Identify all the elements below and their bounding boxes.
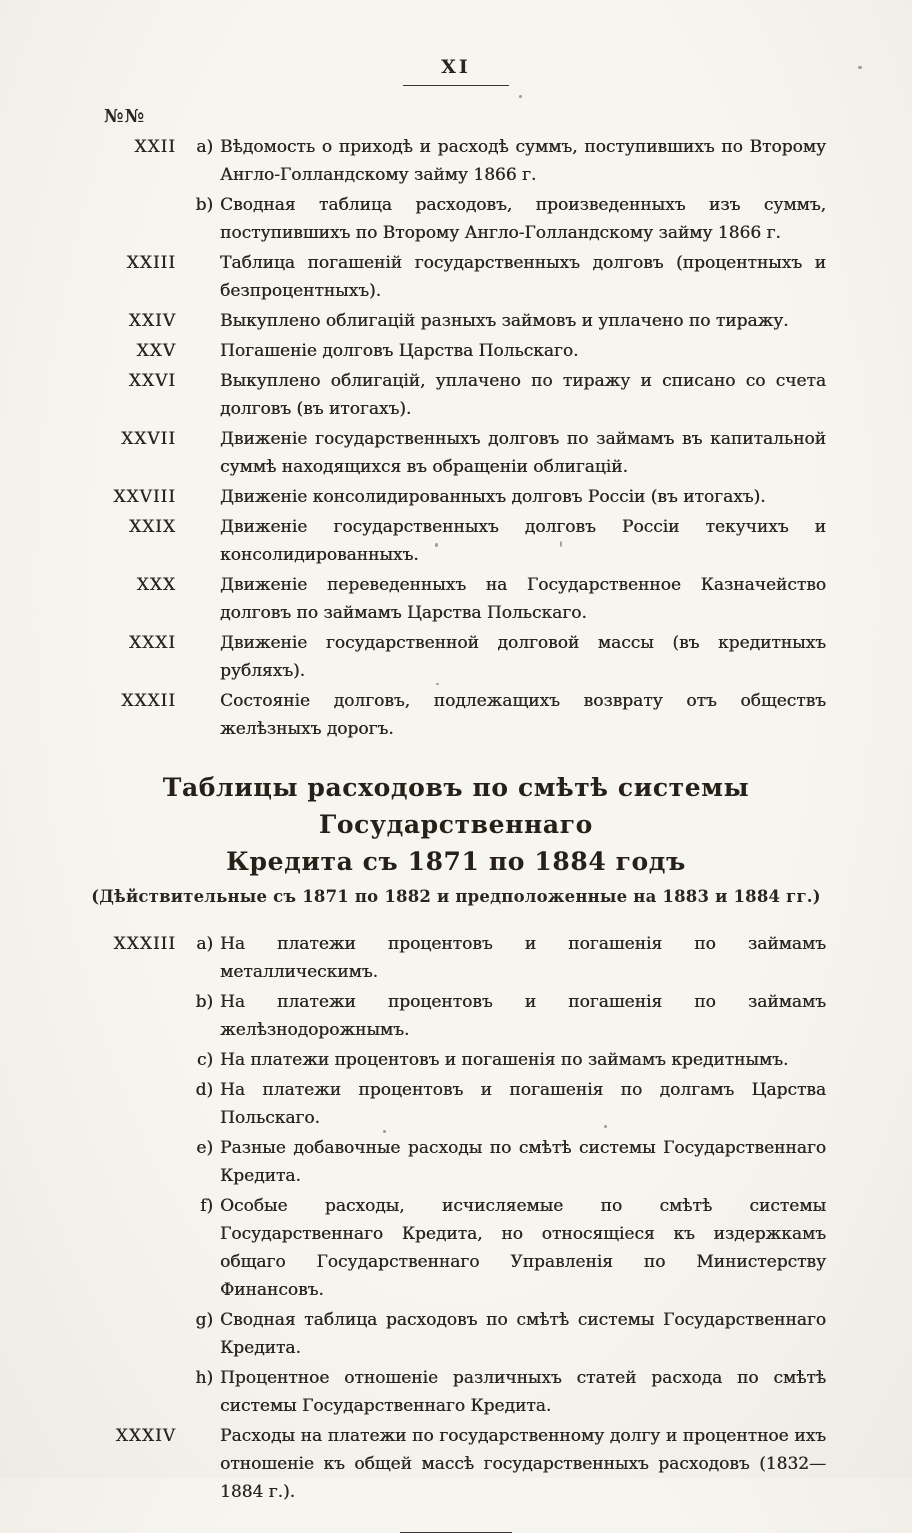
entry-letter xyxy=(183,337,213,365)
toc-entry xyxy=(96,307,826,335)
entry-text: Сводная таблица расходовъ по смѣтѣ системы Государственнаго Кредита. xyxy=(220,1310,826,1358)
entry-text: На платежи процентовъ и погашенія по займамъ желѣзнодорожнымъ. xyxy=(220,992,826,1040)
entry-numeral xyxy=(96,1046,176,1074)
entry-numeral xyxy=(96,1364,176,1420)
scan-speck xyxy=(560,541,562,547)
scan-speck xyxy=(435,543,438,547)
toc-entry xyxy=(96,191,826,247)
toc-entry xyxy=(96,483,826,511)
toc-entry xyxy=(96,1076,826,1132)
section-title-line1: Таблицы расходовъ по смѣтѣ системы Государственнаго xyxy=(162,773,750,839)
entry-letter: a) xyxy=(196,137,213,157)
entry-letter xyxy=(183,483,213,511)
toc-entry xyxy=(96,425,826,481)
scan-speck xyxy=(858,66,862,69)
table-of-contents-list-1 xyxy=(96,133,826,743)
entry-text: Движеніе переведенныхъ на Государственное Казначейство долговъ по займамъ Царства Польскаго. xyxy=(220,575,826,623)
section-title-line2: Кредита съ 1871 по 1884 годъ xyxy=(226,847,686,876)
entry-letter: b) xyxy=(195,195,213,215)
toc-entry xyxy=(96,1422,826,1506)
entry-numeral: XXV xyxy=(136,341,176,361)
entry-text: Таблица погашеній государственныхъ долговъ (процентныхъ и безпроцентныхъ). xyxy=(220,253,826,301)
entry-letter xyxy=(183,513,213,569)
entry-numeral xyxy=(96,1076,176,1132)
entry-letter xyxy=(183,425,213,481)
entry-numeral xyxy=(96,1134,176,1190)
entry-text: На платежи процентовъ и погашенія по займамъ металлическимъ. xyxy=(220,934,826,982)
entry-numeral xyxy=(96,988,176,1044)
entry-numeral: XXXI xyxy=(128,633,176,653)
entry-numeral: XXX xyxy=(136,575,176,595)
entry-text: Движеніе государственныхъ долговъ по займамъ въ капитальной суммѣ находящихся въ обращеніи облигацій. xyxy=(220,429,826,477)
entry-text: На платежи процентовъ и погашенія по долгамъ Царства Польскаго. xyxy=(220,1080,826,1128)
toc-entry xyxy=(96,1364,826,1420)
entry-letter: b) xyxy=(195,992,213,1012)
entry-letter: d) xyxy=(195,1080,213,1100)
toc-entry xyxy=(96,1134,826,1190)
entry-letter: e) xyxy=(196,1138,213,1158)
toc-entry xyxy=(96,249,826,305)
toc-entry xyxy=(96,133,826,189)
scan-speck xyxy=(383,1130,386,1133)
entry-numeral: XXXII xyxy=(121,691,176,711)
entry-letter xyxy=(183,249,213,305)
entry-letter xyxy=(183,307,213,335)
toc-entry xyxy=(96,571,826,627)
entry-text: Вѣдомость о приходѣ и расходѣ суммъ, поступившихъ по Второму Англо-Голландскому займу 1866 г. xyxy=(220,137,826,185)
entry-text: Состояніе долговъ, подлежащихъ возврату отъ обществъ желѣзныхъ дорогъ. xyxy=(220,691,826,739)
entry-numeral: XXVIII xyxy=(113,487,176,507)
entry-numeral: XXVII xyxy=(121,429,176,449)
page-number: XI xyxy=(441,56,471,78)
entry-text: Движеніе государственной долговой массы (въ кредитныхъ рубляхъ). xyxy=(220,633,826,681)
entry-letter: a) xyxy=(196,934,213,954)
scan-speck xyxy=(436,683,439,685)
entry-text: Разные добавочные расходы по смѣтѣ системы Государственнаго Кредита. xyxy=(220,1138,826,1186)
section-title xyxy=(60,769,852,880)
toc-entry xyxy=(96,367,826,423)
entry-text: Процентное отношеніе различныхъ статей расхода по смѣтѣ системы Государственнаго Кредита. xyxy=(220,1368,826,1416)
toc-entry xyxy=(96,337,826,365)
entry-text: Расходы на платежи по государственному долгу и процентное ихъ отношеніе къ общей массѣ государственныхъ расходовъ (1832—1884 г.). xyxy=(220,1426,826,1502)
entry-numeral: XXXIII xyxy=(113,934,176,954)
entry-letter: c) xyxy=(196,1050,213,1070)
entry-numeral: XXXIV xyxy=(115,1426,176,1446)
entry-text: Особые расходы, исчисляемые по смѣтѣ системы Государственнаго Кредита, но относящіеся къ издержкамъ общаго Государственнаго Управленія по Министерству Финансовъ. xyxy=(220,1196,826,1300)
header-divider xyxy=(403,85,509,86)
entry-numeral: XXVI xyxy=(128,371,176,391)
entry-numeral: XXII xyxy=(134,137,176,157)
entry-numeral: XXIX xyxy=(128,517,176,537)
entry-letter xyxy=(183,367,213,423)
entry-letter xyxy=(183,1422,213,1506)
table-of-contents-list-2 xyxy=(96,930,826,1506)
entry-text: На платежи процентовъ и погашенія по займамъ кредитнымъ. xyxy=(220,1050,789,1070)
entry-letter xyxy=(183,571,213,627)
toc-entry xyxy=(96,687,826,743)
toc-entry xyxy=(96,629,826,685)
toc-entry xyxy=(96,988,826,1044)
numbers-column-header: №№ xyxy=(104,106,146,127)
entry-text: Выкуплено облигацій, уплачено по тиражу и списано со счета долговъ (въ итогахъ). xyxy=(220,371,826,419)
entry-numeral xyxy=(96,1306,176,1362)
entry-numeral xyxy=(96,191,176,247)
toc-entry xyxy=(96,930,826,986)
entry-text: Выкуплено облигацій разныхъ займовъ и уплачено по тиражу. xyxy=(220,311,789,331)
entry-letter xyxy=(183,629,213,685)
toc-entry xyxy=(96,1046,826,1074)
entry-letter xyxy=(183,687,213,743)
entry-letter: f) xyxy=(200,1196,213,1216)
entry-numeral: XXIII xyxy=(126,253,176,273)
entry-text: Движеніе консолидированныхъ долговъ Россіи (въ итогахъ). xyxy=(220,487,766,507)
toc-entry xyxy=(96,1306,826,1362)
section-subtitle: (Дѣйствительные съ 1871 по 1882 и предположенные на 1883 и 1884 гг.) xyxy=(91,887,821,906)
entry-text: Движеніе государственныхъ долговъ Россіи текучихъ и консолидированныхъ. xyxy=(220,517,826,565)
entry-numeral xyxy=(96,1192,176,1304)
toc-entry xyxy=(96,1192,826,1304)
entry-letter: g) xyxy=(195,1310,213,1330)
entry-text: Сводная таблица расходовъ, произведенныхъ изъ суммъ, поступившихъ по Второму Англо-Голландскому займу 1866 г. xyxy=(220,195,826,243)
entry-numeral: XXIV xyxy=(128,311,176,331)
entry-letter: h) xyxy=(195,1368,213,1388)
scan-speck xyxy=(604,1125,607,1128)
entry-text: Погашеніе долговъ Царства Польскаго. xyxy=(220,341,579,361)
toc-entry xyxy=(96,513,826,569)
scan-speck xyxy=(519,95,522,98)
